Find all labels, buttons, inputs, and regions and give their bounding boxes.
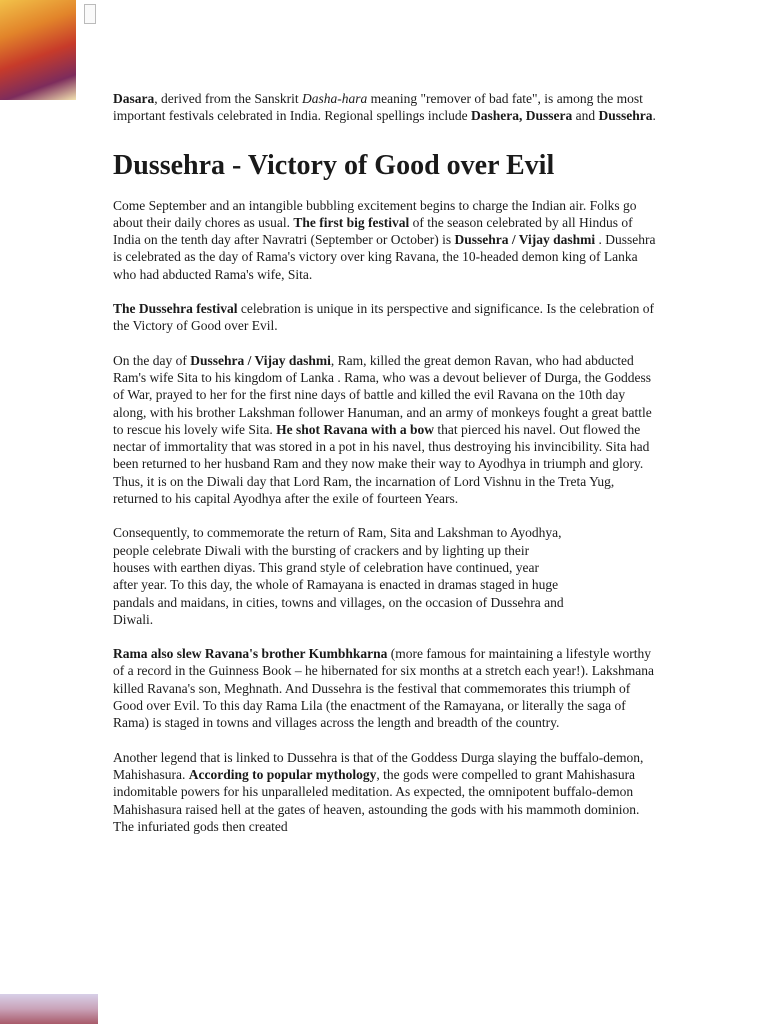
bold-text: Rama also slew Ravana's brother Kumbhkarna <box>113 646 388 662</box>
article-body <box>113 90 659 835</box>
paragraph-1 <box>113 197 659 283</box>
bold-text: The first big festival <box>293 214 410 230</box>
italic-text: Dasha-hara <box>301 91 368 106</box>
text-run: . <box>652 108 656 124</box>
text-run: , Ram, killed the great demon Ravan, who had abducted Ram's wife Sita to his kingdom of Lanka . Rama, who was a devout believer of Durga, the Goddess of War, prayed to her for the first nine days of battle and killed the evil Ravana on the 10th day along, with his brother Lakshman follower Hanuman, and an army of monkeys fought a great battle to rescue his lovely wife Sita. <box>113 352 652 437</box>
goddess-durga-image <box>0 0 76 100</box>
text-run: Another legend that is linked to Dussehra is that of the Goddess Durga slaying the buffalo-demon, Mahishasura. <box>113 749 644 782</box>
bold-text: Dashera, Dussera <box>471 108 573 124</box>
text-run: On the day of <box>113 352 191 368</box>
text-run: , derived from the Sanskrit <box>154 91 302 106</box>
paragraph-3 <box>113 352 659 508</box>
text-run: and <box>572 108 599 124</box>
paragraph-5 <box>113 645 659 731</box>
text-run: , the gods were compelled to grant Mahishasura indomitable powers for his unparalleled meditation. As expected, the omnipotent buffalo-demon Mahishasura raised hell at the gates of heaven, astounding the gods with his mammoth dominion. The infuriated gods then created <box>113 766 640 834</box>
text-run: Come September and an intangible bubbling excitement begins to charge the Indian air. Folks go about their daily chores as usual. <box>113 197 637 230</box>
text-run: (more famous for maintaining a lifestyle worthy of a record in the Guinness Book – he hibernated for six months at a stretch each year!). Lakshmana killed Ravana's son, Meghnath. And Dussehra is the festival that commemorates this triumph of Good over Evil. To this day Rama Lila (the enactment of the Ramayana, or literally the saga of Rama) is staged in towns and villages across the length and breadth of the country. <box>113 646 654 731</box>
text-run: Consequently, to commemorate the return of Ram, Sita and Lakshman to Ayodhya, people celebrate Diwali with the bursting of crackers and by lighting up their houses with earthen diyas. This grand style of celebration have continued, year after year. To this day, the whole of Ramayana is enacted in dramas staged in huge pandals and maidans, in cities, towns and villages, on the occasion of Dussehra and Diwali. <box>113 525 564 627</box>
text-run: of the season celebrated by all Hindus of India on the tenth day after Navratri (September or October) is <box>113 214 633 248</box>
text-run: celebration is unique in its perspective and significance. Is the celebration of the Victory of Good over Evil. <box>113 301 654 334</box>
paragraph-6 <box>113 749 659 835</box>
palace-footer-image <box>0 994 98 1024</box>
paragraph-2 <box>113 300 659 335</box>
text-run: . Dussehra is celebrated as the day of Rama's victory over king Ravana, the 10-headed demon king of Lanka who had abducted Rama's wife, Sita. <box>113 232 656 282</box>
text-run: meaning "remover of bad fate", is among the most important festivals celebrated in India. Regional spellings include <box>113 91 643 124</box>
bold-text: Dasara <box>113 91 155 106</box>
text-run: that pierced his navel. Out flowed the nectar of immortality that was stored in a pot in his navel, thus destroying his invincibility. Sita had been returned to her husband Ram and they now make their way to Ayodhya in triumph and glory. Thus, it is on the Diwali day that Lord Ram, the incarnation of Lord Vishnu in the Treta Yug, returned to his capital Ayodhya after the exile of fourteen Years. <box>113 421 650 507</box>
bold-text: Dussehra / Vijay dashmi <box>454 232 596 248</box>
bold-text: Dussehra <box>598 108 653 124</box>
bold-text: He shot Ravana with a bow <box>276 421 434 437</box>
broken-image-icon <box>84 4 96 24</box>
paragraph-4 <box>113 524 565 628</box>
article-title: Dussehra - Victory of Good over Evil <box>113 149 555 181</box>
bold-text: The Dussehra festival <box>113 301 238 317</box>
bold-text: According to popular mythology <box>188 766 377 782</box>
bold-text: Dussehra / Vijay dashmi <box>190 352 331 368</box>
intro-paragraph <box>113 90 659 125</box>
